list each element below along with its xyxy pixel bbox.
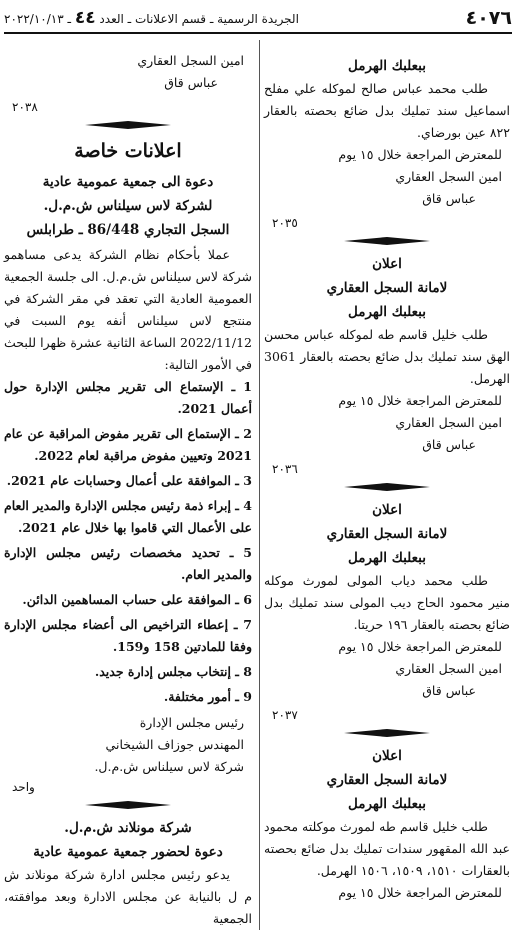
notice-2038-objection: للمعترض المراجعة خلال ١٥ يوم	[338, 885, 502, 900]
notice-2036-sig-name: عباس قاق	[422, 437, 476, 452]
notice-2036-h1: اعلان	[372, 256, 402, 272]
moonland-h1: شركة مونلاند ش.م.ل.	[64, 820, 192, 836]
agenda-item: 8 ـ إنتخاب مجلس إدارة جديد.	[94, 664, 252, 679]
separator-ornament	[85, 800, 171, 810]
top-number: ٢٠٣٨	[12, 100, 38, 114]
agenda-item: 2 ـ الإستماع الى تقرير مفوض المراقبة عن عام 2021 وتعيين مفوض مراقبة لعام 2022.	[4, 426, 252, 463]
separator-ornament	[344, 482, 430, 492]
notice-2035-objection: للمعترض المراجعة خلال ١٥ يوم	[338, 147, 502, 162]
notice-2037-h1: اعلان	[372, 502, 402, 518]
agenda-item: 9 ـ أمور مختلفة.	[163, 689, 252, 704]
notice-2038-h1: اعلان	[372, 748, 402, 764]
section-title: اعلانات خاصة	[74, 140, 182, 162]
signer-company: شركة لاس سيلناس ش.م.ل.	[94, 759, 244, 774]
gazette-title-text: الجريدة الرسمية ـ قسم الاعلانات ـ العدد	[99, 12, 299, 26]
top-sig-title: امين السجل العقاري	[137, 53, 244, 68]
notice-2035-body: طلب محمد عباس صالح لموكله علي مفلح اسماعيل سند تمليك بدل ضائع بحصته بالعقار ٨٢٢ عين بورضاي.	[264, 81, 510, 140]
meeting-invite-h3: السجل التجاري 86/448 ـ طرابلس	[26, 222, 230, 238]
notice-tail: واحد	[12, 780, 35, 794]
notice-2037-sig-name: عباس قاق	[422, 683, 476, 698]
moonland-body: يدعو رئيس مجلس ادارة شركة مونلاند ش م ل بالنيابة عن مجلس الادارة وبعد موافقته، الجمعية	[4, 867, 252, 926]
notice-2037-sig-title: امين السجل العقاري	[395, 661, 502, 676]
separator-ornament	[85, 120, 171, 130]
notice-2038-h3: ببعلبك الهرمل	[348, 796, 426, 812]
notice-2035-sig-name: عباس قاق	[422, 191, 476, 206]
notice-2037-body: طلب محمد دياب المولى لمورث موكله منير محمود الحاج ديب المولى سند تمليك بدل ضائع بحصته بالعقار ١٩٦ حريتا.	[264, 573, 510, 632]
notice-2037-number: ٢٠٣٧	[272, 708, 298, 722]
notice-2036-h3: ببعلبك الهرمل	[348, 304, 426, 320]
page-number: ٤٠٧٦	[465, 7, 512, 29]
separator-ornament	[344, 236, 430, 246]
meeting-invite-h2: لشركة لاس سيلناس ش.م.ل.	[43, 198, 213, 214]
agenda-item: 6 ـ الموافقة على حساب المساهمين الدائن.	[22, 592, 252, 607]
top-sig-name: عباس قاق	[164, 75, 218, 90]
notice-2036-body: طلب خليل قاسم طه لموكله عباس محسن الهق سند تمليك بدل ضائع بحصته بالعقار 3061 الهرمل.	[264, 327, 510, 386]
notice-2038-h2: لامانة السجل العقاري	[326, 772, 448, 788]
agenda-item: 4 ـ إبراء ذمة رئيس مجلس الإدارة والمدير العام على الأعمال التي قاموا بها خلال عام 2021.	[4, 498, 252, 535]
notice-2035-number: ٢٠٣٥	[272, 216, 298, 230]
separator-ornament	[344, 728, 430, 738]
notice-2037-objection: للمعترض المراجعة خلال ١٥ يوم	[338, 639, 502, 654]
agenda-item: 3 ـ الموافقة على أعمال وحسابات عام 2021.	[6, 473, 252, 488]
agenda-item: 5 ـ تحديد مخصصات رئيس مجلس الإدارة والمدير العام.	[4, 545, 252, 582]
signer-title: رئيس مجلس الإدارة	[139, 715, 244, 730]
notice-2038-body: طلب خليل قاسم طه لمورث موكلته محمود عبد الله المقهور سندات تمليك بدل ضائع بحصته بالعقارات ١٥١٠، ١٥٠٩، ١٥٠٦ الهرمل.	[264, 819, 510, 878]
notice-2036-sig-title: امين السجل العقاري	[395, 415, 502, 430]
page-header	[4, 4, 512, 34]
agenda-item: 7 ـ إعطاء التراخيص الى أعضاء مجلس الإدارة وفقا للمادتين 158 و159.	[4, 617, 252, 654]
notice-2035-sig-title: امين السجل العقاري	[395, 169, 502, 184]
meeting-invite-body: عملا بأحكام نظام الشركة يدعى مساهمو شركة لاس سيلناس ش.م.ل. الى جلسة الجمعية العمومية العادية التي تعقد في مقر الشركة في منتجع لاس سيلناس أنفه يوم السبت في 2022/11/12 الساعة الثانية عشرة ظهرا للبحث في الأمور التالية:	[4, 247, 252, 372]
notice-2037-h2: لامانة السجل العقاري	[326, 526, 448, 542]
notice-2037-h3: ببعلبك الهرمل	[348, 550, 426, 566]
left-column	[4, 40, 252, 930]
notice-2036-number: ٢٠٣٦	[272, 462, 298, 476]
signer-name: المهندس جوزاف الشيخاني	[105, 737, 244, 752]
moonland-h2: دعوة لحضور جمعية عمومية عادية	[33, 844, 223, 860]
notice-2036-objection: للمعترض المراجعة خلال ١٥ يوم	[338, 393, 502, 408]
agenda-item: 1 ـ الإستماع الى تقرير مجلس الإدارة حول أعمال 2021.	[4, 379, 252, 416]
column-divider	[259, 40, 260, 930]
issue-number: ٤٤	[74, 8, 96, 28]
right-column	[264, 40, 510, 904]
meeting-invite-h1: دعوة الى جمعية عمومية عادية	[42, 174, 214, 190]
notice-2036-h2: لامانة السجل العقاري	[326, 280, 448, 296]
gazette-title	[4, 8, 299, 28]
notice-2035-heading: ببعلبك الهرمل	[348, 58, 426, 74]
issue-date: ـ ٢٠٢٢/١٠/١٣	[4, 12, 71, 26]
